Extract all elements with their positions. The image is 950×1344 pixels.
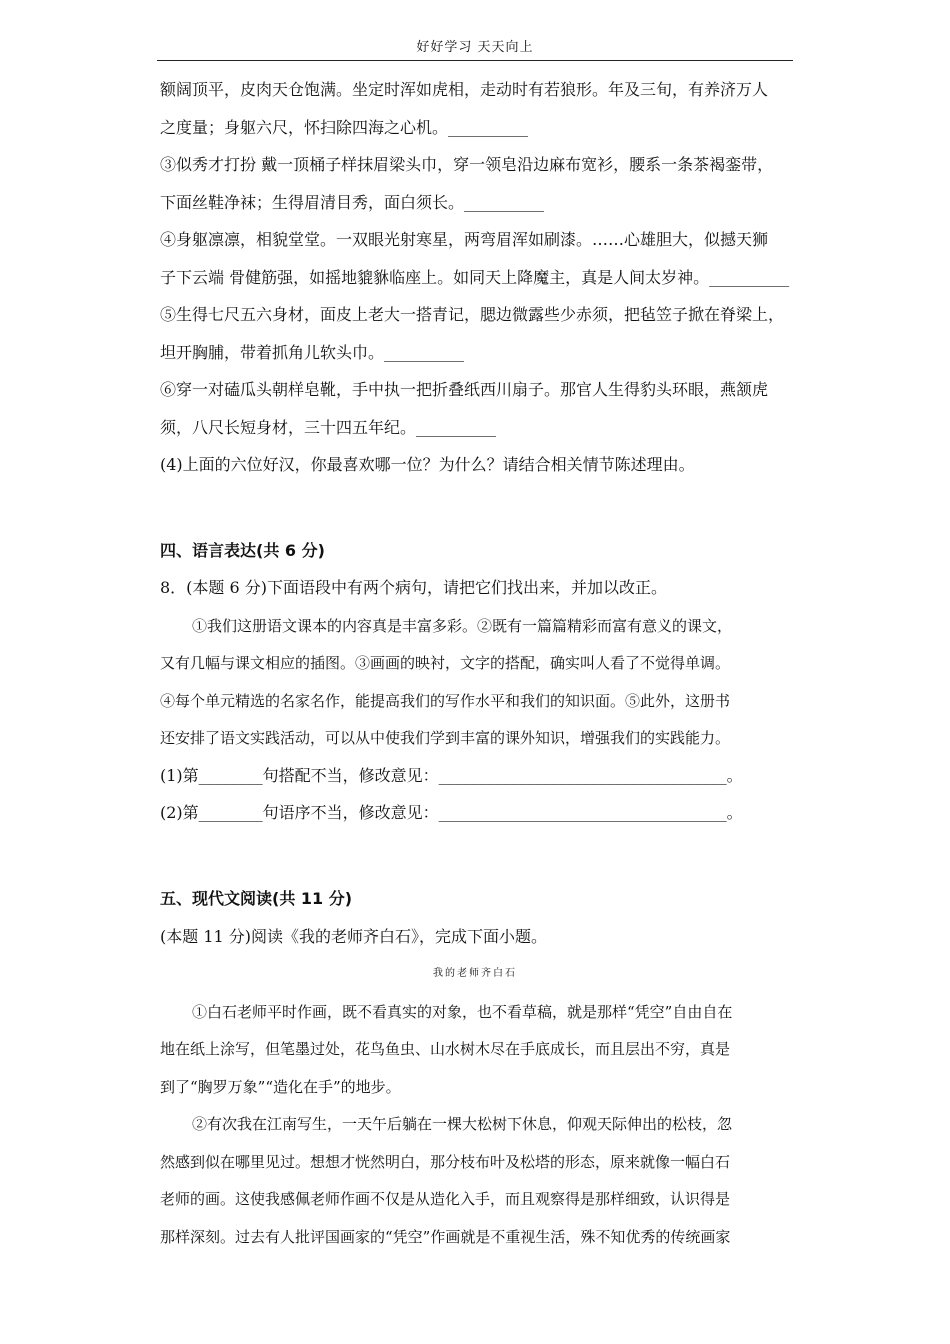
passage-line: ④每个单元精选的名家名作，能提高我们的写作水平和我们的知识面。⑤此外，这册书 bbox=[160, 692, 731, 710]
text-line: ④身躯凛凛，相貌堂堂。一双眼光射寒星，两弯眉浑如刷漆。……心雄胆大，似撼天狮 bbox=[160, 230, 769, 249]
passage-line: 还安排了语文实践活动，可以从中使我们学到丰富的课外知识，增强我们的实践能力。 bbox=[160, 729, 731, 747]
article-line: 然感到似在哪里见过。想想才恍然明白，那分枝布叶及松塔的形态，原来就像一幅白石 bbox=[160, 1153, 731, 1171]
text-line: 之度量；身躯六尺，怀扫除四海之心机。__________ bbox=[160, 118, 529, 137]
text-line: ③似秀才打扮 戴一顶桶子样抹眉梁头巾，穿一领皂沿边麻布宽衫，腰系一条茶褐銮带， bbox=[160, 155, 774, 174]
text-line: 须，八尺长短身材，三十四五年纪。__________ bbox=[160, 418, 497, 437]
article-line: ②有次我在江南写生，一天午后躺在一棵大松树下休息，仰观天际伸出的松枝，忽 bbox=[192, 1115, 733, 1133]
article-line: 老师的画。这使我感佩老师作画不仅是从造化入手，而且观察得是那样细致，认识得是 bbox=[160, 1190, 731, 1208]
question-text: (4)上面的六位好汉，你最喜欢哪一位？为什么？请结合相关情节陈述理由。 bbox=[160, 455, 695, 474]
passage-line: ①我们这册语文课本的内容真是丰富多彩。②既有一篇篇精彩而富有意义的课文， bbox=[192, 617, 733, 635]
article-line: 地在纸上涂写，但笔墨过处，花鸟鱼虫、山水树木尽在手底成长，而且层出不穷，真是 bbox=[160, 1040, 731, 1058]
question-text: (本题 11 分)阅读《我的老师齐白石》，完成下面小题。 bbox=[160, 927, 548, 946]
text-line: ⑥穿一对磕瓜头朝样皂靴，手中执一把折叠纸西川扇子。那官人生得豹头环眼，燕颔虎 bbox=[160, 380, 769, 399]
text-line: 子下云端 骨健筋强，如摇地貔貅临座上。如同天上降魔主，真是人间太岁神。__________ bbox=[160, 268, 790, 287]
section-heading: 四、语言表达(共 6 分) bbox=[160, 541, 325, 560]
article-line: ①白石老师平时作画，既不看真实的对象，也不看草稿，就是那样“凭空”自由自在 bbox=[192, 1003, 733, 1021]
answer-line: (2)第________句语序不当，修改意见：____________________________________。 bbox=[160, 803, 743, 822]
answer-line: (1)第________句搭配不当，修改意见：____________________________________。 bbox=[160, 766, 743, 785]
page-header: 好好学习 天天向上 bbox=[416, 40, 534, 55]
article-title: 我的老师齐白石 bbox=[433, 968, 517, 979]
text-line: 额阔顶平，皮肉天仓饱满。坐定时浑如虎相，走动时有若狼形。年及三旬，有养济万人 bbox=[160, 80, 769, 99]
article-line: 到了“胸罗万象”“造化在手”的地步。 bbox=[160, 1078, 401, 1096]
question-text: 8．(本题 6 分)下面语段中有两个病句，请把它们找出来，并加以改正。 bbox=[160, 578, 668, 597]
article-line: 那样深刻。过去有人批评国画家的“凭空”作画就是不重视生活，殊不知优秀的传统画家 bbox=[160, 1228, 731, 1246]
header-divider bbox=[157, 60, 793, 61]
section-heading: 五、现代文阅读(共 11 分) bbox=[160, 889, 353, 908]
passage-line: 又有几幅与课文相应的插图。③画画的映衬，文字的搭配，确实叫人看了不觉得单调。 bbox=[160, 654, 731, 672]
text-line: 下面丝鞋净袜；生得眉清目秀，面白须长。__________ bbox=[160, 193, 545, 212]
text-line: 坦开胸脯，带着抓角儿软头巾。__________ bbox=[160, 343, 465, 362]
text-line: ⑤生得七尺五六身材，面皮上老大一搭青记，腮边微露些少赤须，把毡笠子掀在脊梁上， bbox=[160, 305, 785, 324]
